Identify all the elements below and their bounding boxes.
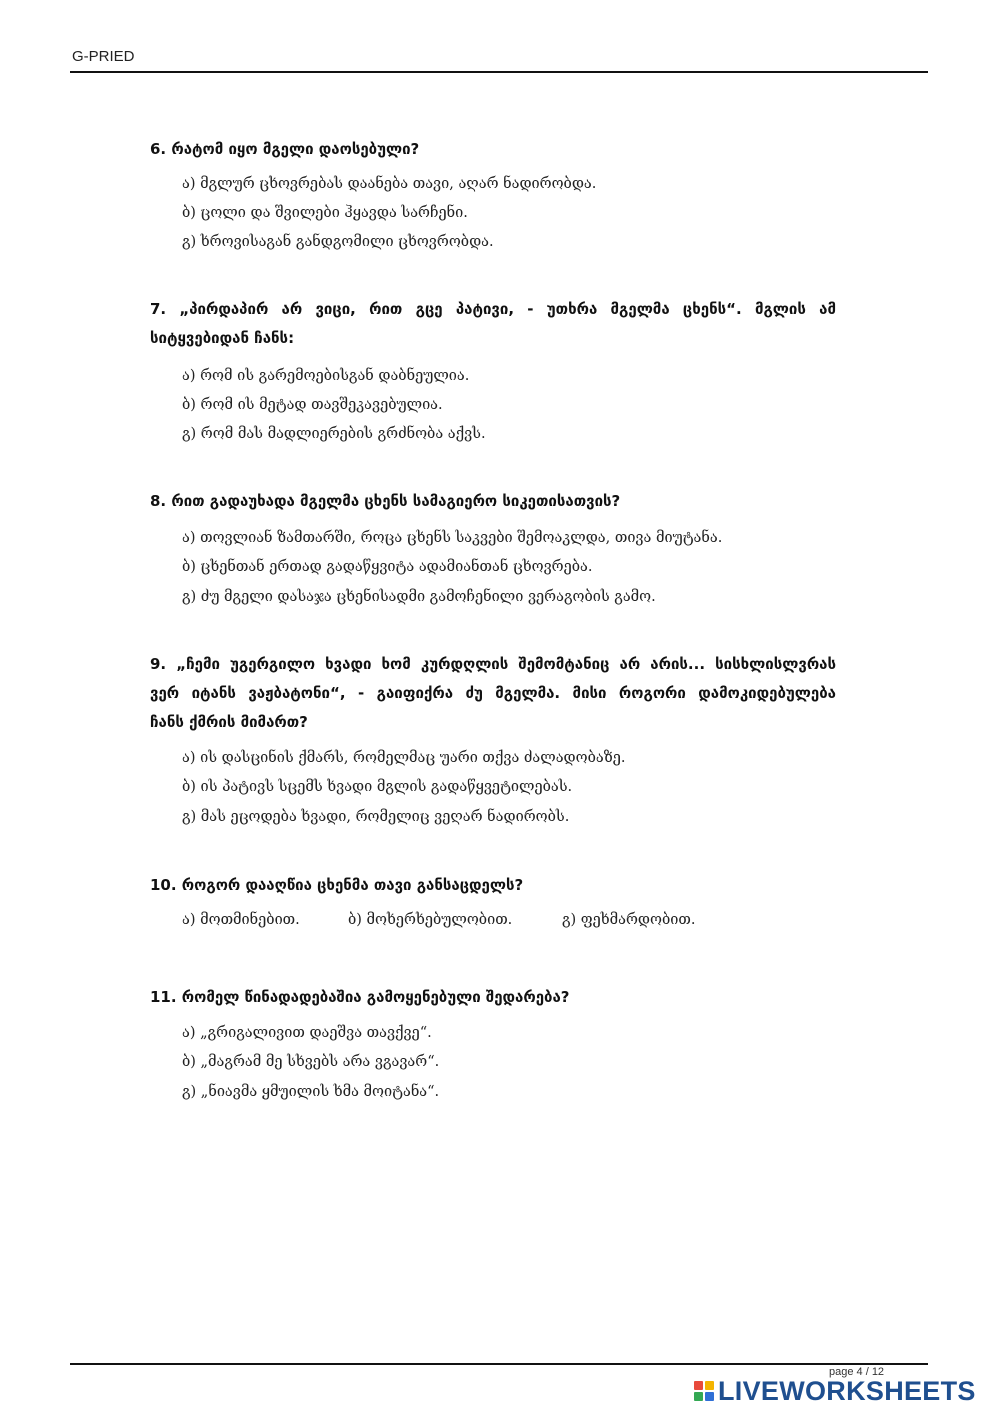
question-7-option-b: ბ) რომ ის მეტად თავშეკავებულია. — [182, 397, 443, 413]
question-8: 8. რით გადაუხადა მგელმა ცხენს სამაგიერო სიკეთისათვის? — [150, 492, 621, 510]
document-header: G-PRIED — [72, 48, 135, 65]
question-9-line-3: ჩანს ქმრის მიმართ? — [150, 713, 308, 731]
question-11: 11. რომელ წინადადებაშია გამოყენებული შედარება? — [150, 988, 570, 1006]
logo-square-red — [694, 1381, 703, 1390]
liveworksheets-logo[interactable] — [694, 1376, 976, 1406]
question-9-line-1: 9. „ჩემი უგერგილო ხვადი ხომ კურდღლის შემომტანიც არ არის... სისხლისლვრას — [150, 655, 836, 673]
question-6: 6. რატომ იყო მგელი დაოსებული? — [150, 140, 420, 158]
question-6-option-c: გ) ხროვისაგან განდგომილი ცხოვრობდა. — [182, 234, 494, 250]
question-7 — [150, 295, 836, 353]
question-8-option-b: ბ) ცხენთან ერთად გადაწყვიტა ადამიანთან ცხოვრება. — [182, 559, 593, 575]
question-6-option-a: ა) მგლურ ცხოვრებას დაანება თავი, აღარ ნადირობდა. — [182, 176, 597, 192]
liveworksheets-mark-icon — [694, 1381, 714, 1401]
header-divider — [70, 71, 928, 73]
question-8-option-c: გ) ძუ მგელი დასაჯა ცხენისადმი გამოჩენილი ვერაგობის გამო. — [182, 589, 656, 605]
question-10-option-a: ა) მოთმინებით. — [182, 912, 300, 928]
question-6-option-b: ბ) ცოლი და შვილები ჰყავდა სარჩენი. — [182, 205, 468, 221]
logo-square-green — [694, 1392, 703, 1401]
question-7-line-2: სიტყვებიდან ჩანს: — [150, 329, 295, 347]
question-9-line-2: ვერ იტანს ვაჟბატონი“, - გაიფიქრა ძუ მგელმა. მისი როგორი დამოკიდებულება — [150, 684, 836, 702]
footer-divider — [70, 1363, 928, 1365]
question-9 — [150, 650, 836, 737]
question-11-option-b: ბ) „მაგრამ მე სხვებს არა ვგავარ“. — [182, 1054, 440, 1070]
question-11-option-c: გ) „ნიავმა ყმუილის ხმა მოიტანა“. — [182, 1084, 440, 1100]
question-7-option-a: ა) რომ ის გარემოებისგან დაბნეულია. — [182, 368, 470, 384]
question-9-option-a: ა) ის დასცინის ქმარს, რომელმაც უარი თქვა ძალადობაზე. — [182, 750, 626, 766]
question-10-option-b: ბ) მოხერხებულობით. — [348, 912, 513, 928]
brand-name: LIVEWORKSHEETS — [718, 1375, 976, 1406]
question-7-option-c: გ) რომ მას მადლიერების გრძნობა აქვს. — [182, 426, 486, 442]
question-9-option-c: გ) მას ეცოდება ხვადი, რომელიც ვეღარ ნადირობს. — [182, 809, 570, 825]
logo-square-blue — [705, 1392, 714, 1401]
question-8-option-a: ა) თოვლიან ზამთარში, როცა ცხენს საკვები შემოაკლდა, თივა მიუტანა. — [182, 530, 723, 546]
logo-square-yellow — [705, 1381, 714, 1390]
question-7-line-1: 7. „პირდაპირ არ ვიცი, რით გცე პატივი, - უთხრა მგელმა ცხენს“. მგლის ამ — [150, 300, 836, 318]
question-11-option-a: ა) „გრიგალივით დაეშვა თავქვე“. — [182, 1025, 432, 1041]
question-10-option-c: გ) ფეხმარდობით. — [562, 912, 696, 928]
page-number: page 4 / 12 — [829, 1366, 885, 1378]
question-10: 10. როგორ დააღწია ცხენმა თავი განსაცდელს? — [150, 876, 524, 894]
question-9-option-b: ბ) ის პატივს სცემს ხვადი მგლის გადაწყვეტილებას. — [182, 779, 573, 795]
